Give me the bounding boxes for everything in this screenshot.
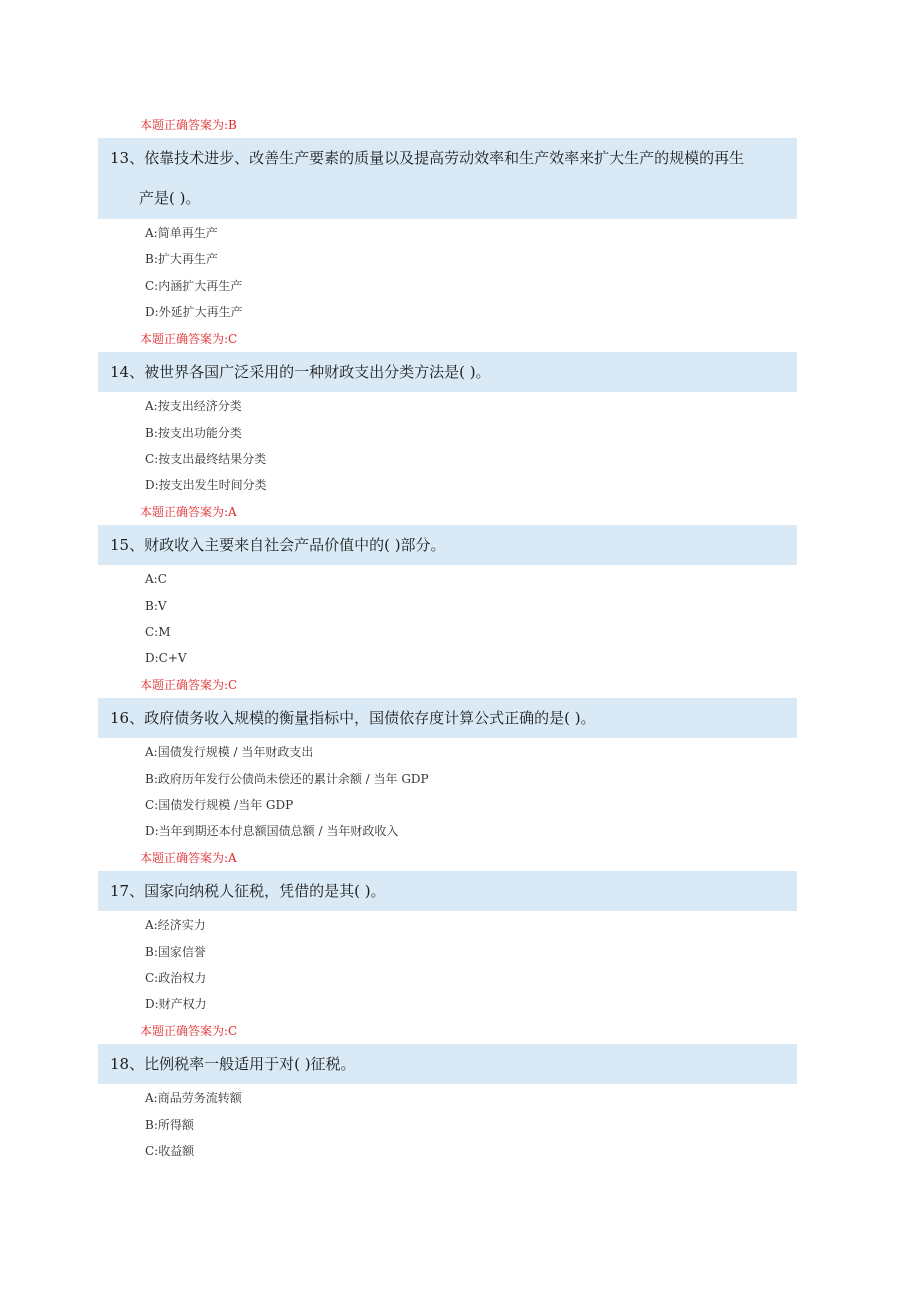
question-16-text: 16、政府债务收入规模的衡量指标中，国债依存度计算公式正确的是( )。 bbox=[110, 709, 596, 727]
question-13-text-cont: 产是( )。 bbox=[139, 189, 201, 207]
question-18 bbox=[98, 1044, 797, 1084]
option-17-a: A:经济实力 bbox=[145, 918, 206, 932]
option-18-a: A:商品劳务流转额 bbox=[145, 1091, 242, 1105]
question-13 bbox=[98, 138, 797, 219]
option-13-b: B:扩大再生产 bbox=[145, 252, 218, 266]
question-17 bbox=[98, 871, 797, 911]
option-18-c: C:收益额 bbox=[145, 1144, 195, 1158]
option-15-b: B:V bbox=[145, 599, 167, 613]
correct-answer-12: 本题正确答案为:B bbox=[140, 118, 237, 132]
option-15-d: D:C+V bbox=[145, 651, 187, 665]
question-13-text: 13、依靠技术进步、改善生产要素的质量以及提高劳动效率和生产效率来扩大生产的规模的再生 bbox=[110, 149, 745, 167]
option-16-c: C:国债发行规模 /当年 GDP bbox=[145, 798, 294, 812]
correct-answer-17: 本题正确答案为:C bbox=[140, 1024, 238, 1038]
question-17-text: 17、国家向纳税人征税，凭借的是其( )。 bbox=[110, 882, 386, 900]
option-18-b: B:所得额 bbox=[145, 1118, 194, 1132]
question-15 bbox=[98, 525, 797, 565]
option-13-c: C:内涵扩大再生产 bbox=[145, 279, 243, 293]
option-13-a: A:简单再生产 bbox=[145, 226, 218, 240]
question-14-text: 14、被世界各国广泛采用的一种财政支出分类方法是( )。 bbox=[110, 363, 491, 381]
option-17-c: C:政治权力 bbox=[145, 971, 207, 985]
option-15-c: C:M bbox=[145, 625, 171, 639]
option-14-d: D:按支出发生时间分类 bbox=[145, 478, 267, 492]
option-17-d: D:财产权力 bbox=[145, 997, 207, 1011]
correct-answer-13: 本题正确答案为:C bbox=[140, 332, 238, 346]
option-16-a: A:国债发行规模 / 当年财政支出 bbox=[145, 745, 314, 759]
option-16-d: D:当年到期还本付息额国债总额 / 当年财政收入 bbox=[145, 824, 399, 838]
question-18-text: 18、比例税率一般适用于对( )征税。 bbox=[110, 1055, 356, 1073]
question-16 bbox=[98, 698, 797, 738]
question-15-text: 15、财政收入主要来自社会产品价值中的( )部分。 bbox=[110, 536, 446, 554]
correct-answer-14: 本题正确答案为:A bbox=[140, 505, 237, 519]
option-14-b: B:按支出功能分类 bbox=[145, 426, 242, 440]
option-16-b: B:政府历年发行公债尚未偿还的累计余额 / 当年 GDP bbox=[145, 772, 429, 786]
option-13-d: D:外延扩大再生产 bbox=[145, 305, 243, 319]
correct-answer-16: 本题正确答案为:A bbox=[140, 851, 237, 865]
option-17-b: B:国家信誉 bbox=[145, 945, 206, 959]
question-14 bbox=[98, 352, 797, 392]
option-15-a: A:C bbox=[145, 572, 167, 586]
option-14-c: C:按支出最终结果分类 bbox=[145, 452, 267, 466]
option-14-a: A:按支出经济分类 bbox=[145, 399, 242, 413]
correct-answer-15: 本题正确答案为:C bbox=[140, 678, 238, 692]
